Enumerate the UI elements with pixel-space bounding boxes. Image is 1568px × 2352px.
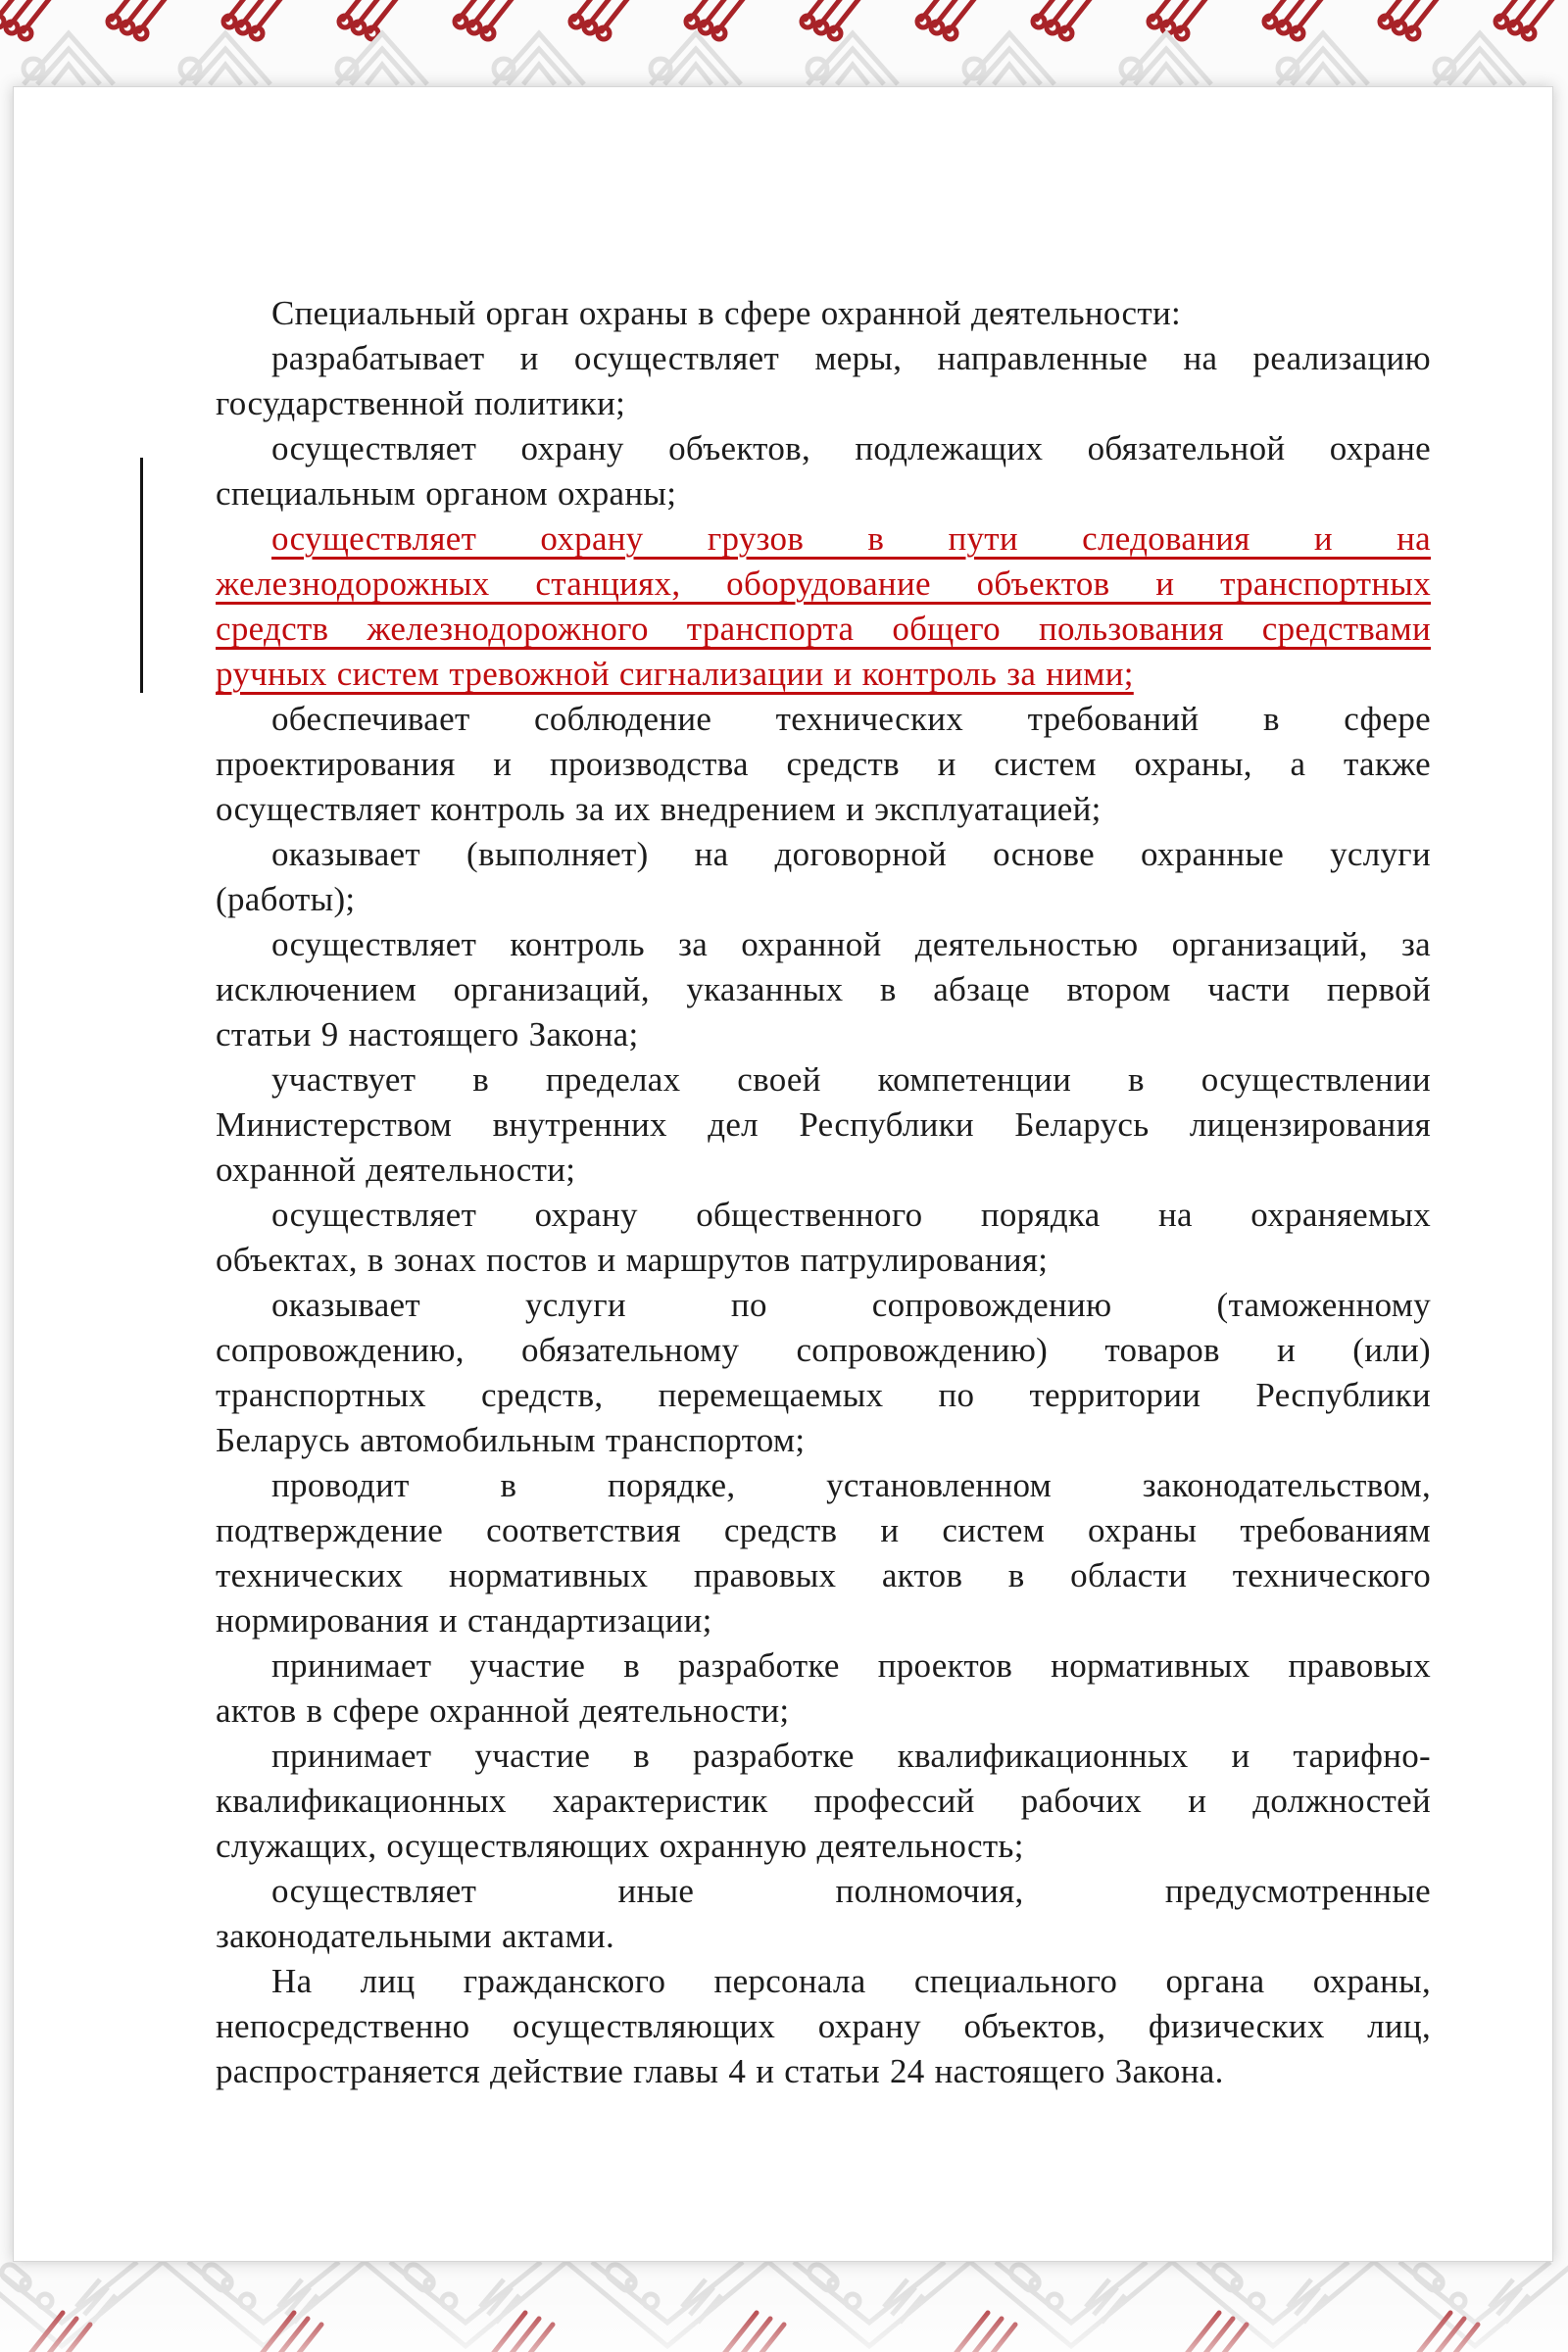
text-line: служащих, осуществляющих охранную деятельность; xyxy=(216,1827,1024,1865)
text-line: исключением организаций, указанных в абзаце втором части первой xyxy=(216,970,1431,1008)
inserted-text-line: средств железнодорожного транспорта общего пользования средствами xyxy=(216,610,1431,648)
text-line: специальным органом охраны; xyxy=(216,474,677,513)
text-line: статьи 9 настоящего Закона; xyxy=(216,1015,639,1054)
text-line: оказывает услуги по сопровождению (таможенному xyxy=(271,1286,1431,1324)
text-line: Беларусь автомобильным транспортом; xyxy=(216,1421,806,1459)
text-line: непосредственно осуществляющих охрану объектов, физических лиц, xyxy=(216,2007,1431,2045)
text-line: проводит в порядке, установленном законодательством, xyxy=(271,1466,1431,1504)
text-line: распространяется действие главы 4 и статьи 24 настоящего Закона. xyxy=(216,2052,1224,2090)
text-line: транспортных средств, перемещаемых по территории Республики xyxy=(216,1376,1431,1414)
bottom-fade-overlay xyxy=(0,2293,1568,2352)
text-line: (работы); xyxy=(216,880,356,918)
text-line: объектах, в зонах постов и маршрутов патрулирования; xyxy=(216,1241,1049,1279)
inserted-text-line: железнодорожных станциях, оборудование объектов и транспортных xyxy=(216,564,1431,603)
text-line: принимает участие в разработке проектов нормативных правовых xyxy=(271,1646,1431,1685)
text-line: осуществляет охрану общественного порядка на охраняемых xyxy=(271,1196,1431,1234)
inserted-text-line: осуществляет охрану грузов в пути следования и на xyxy=(271,519,1431,558)
text-line: актов в сфере охранной деятельности; xyxy=(216,1691,790,1730)
text-line: осуществляет контроль за охранной деятельностью организаций, за xyxy=(271,925,1431,963)
text-line: охранной деятельности; xyxy=(216,1151,576,1189)
text-line: принимает участие в разработке квалификационных и тарифно- xyxy=(271,1737,1431,1775)
text-line: квалификационных характеристик профессий рабочих и должностей xyxy=(216,1782,1431,1820)
inserted-text-line: ручных систем тревожной сигнализации и контроль за ними; xyxy=(216,655,1134,693)
text-line: оказывает (выполняет) на договорной основе охранные услуги xyxy=(271,835,1431,873)
text-line: нормирования и стандартизации; xyxy=(216,1601,712,1640)
text-line: Специальный орган охраны в сфере охранной деятельности: xyxy=(271,294,1182,332)
text-line: Министерством внутренних дел Республики Беларусь лицензирования xyxy=(216,1105,1431,1144)
text-line: государственной политики; xyxy=(216,384,626,422)
text-line: осуществляет иные полномочия, предусмотренные xyxy=(271,1872,1431,1910)
text-line: проектирования и производства средств и систем охраны, а также xyxy=(216,745,1431,783)
text-line: технических нормативных правовых актов в области технического xyxy=(216,1556,1431,1594)
text-line: осуществляет контроль за их внедрением и эксплуатацией; xyxy=(216,790,1102,828)
text-line: разрабатывает и осуществляет меры, направленные на реализацию xyxy=(271,339,1431,377)
text-line: На лиц гражданского персонала специального органа охраны, xyxy=(271,1962,1431,2000)
document-text xyxy=(216,291,1431,2094)
text-line: подтверждение соответствия средств и систем охраны требованиям xyxy=(216,1511,1431,1549)
revision-change-bar xyxy=(140,458,143,693)
text-line: обеспечивает соблюдение технических требований в сфере xyxy=(271,700,1431,738)
text-line: законодательными актами. xyxy=(216,1917,615,1955)
text-line: участвует в пределах своей компетенции в осуществлении xyxy=(271,1060,1431,1099)
text-line: сопровождению, обязательному сопровождению) товаров и (или) xyxy=(216,1331,1431,1369)
text-line: осуществляет охрану объектов, подлежащих обязательной охране xyxy=(271,429,1431,467)
